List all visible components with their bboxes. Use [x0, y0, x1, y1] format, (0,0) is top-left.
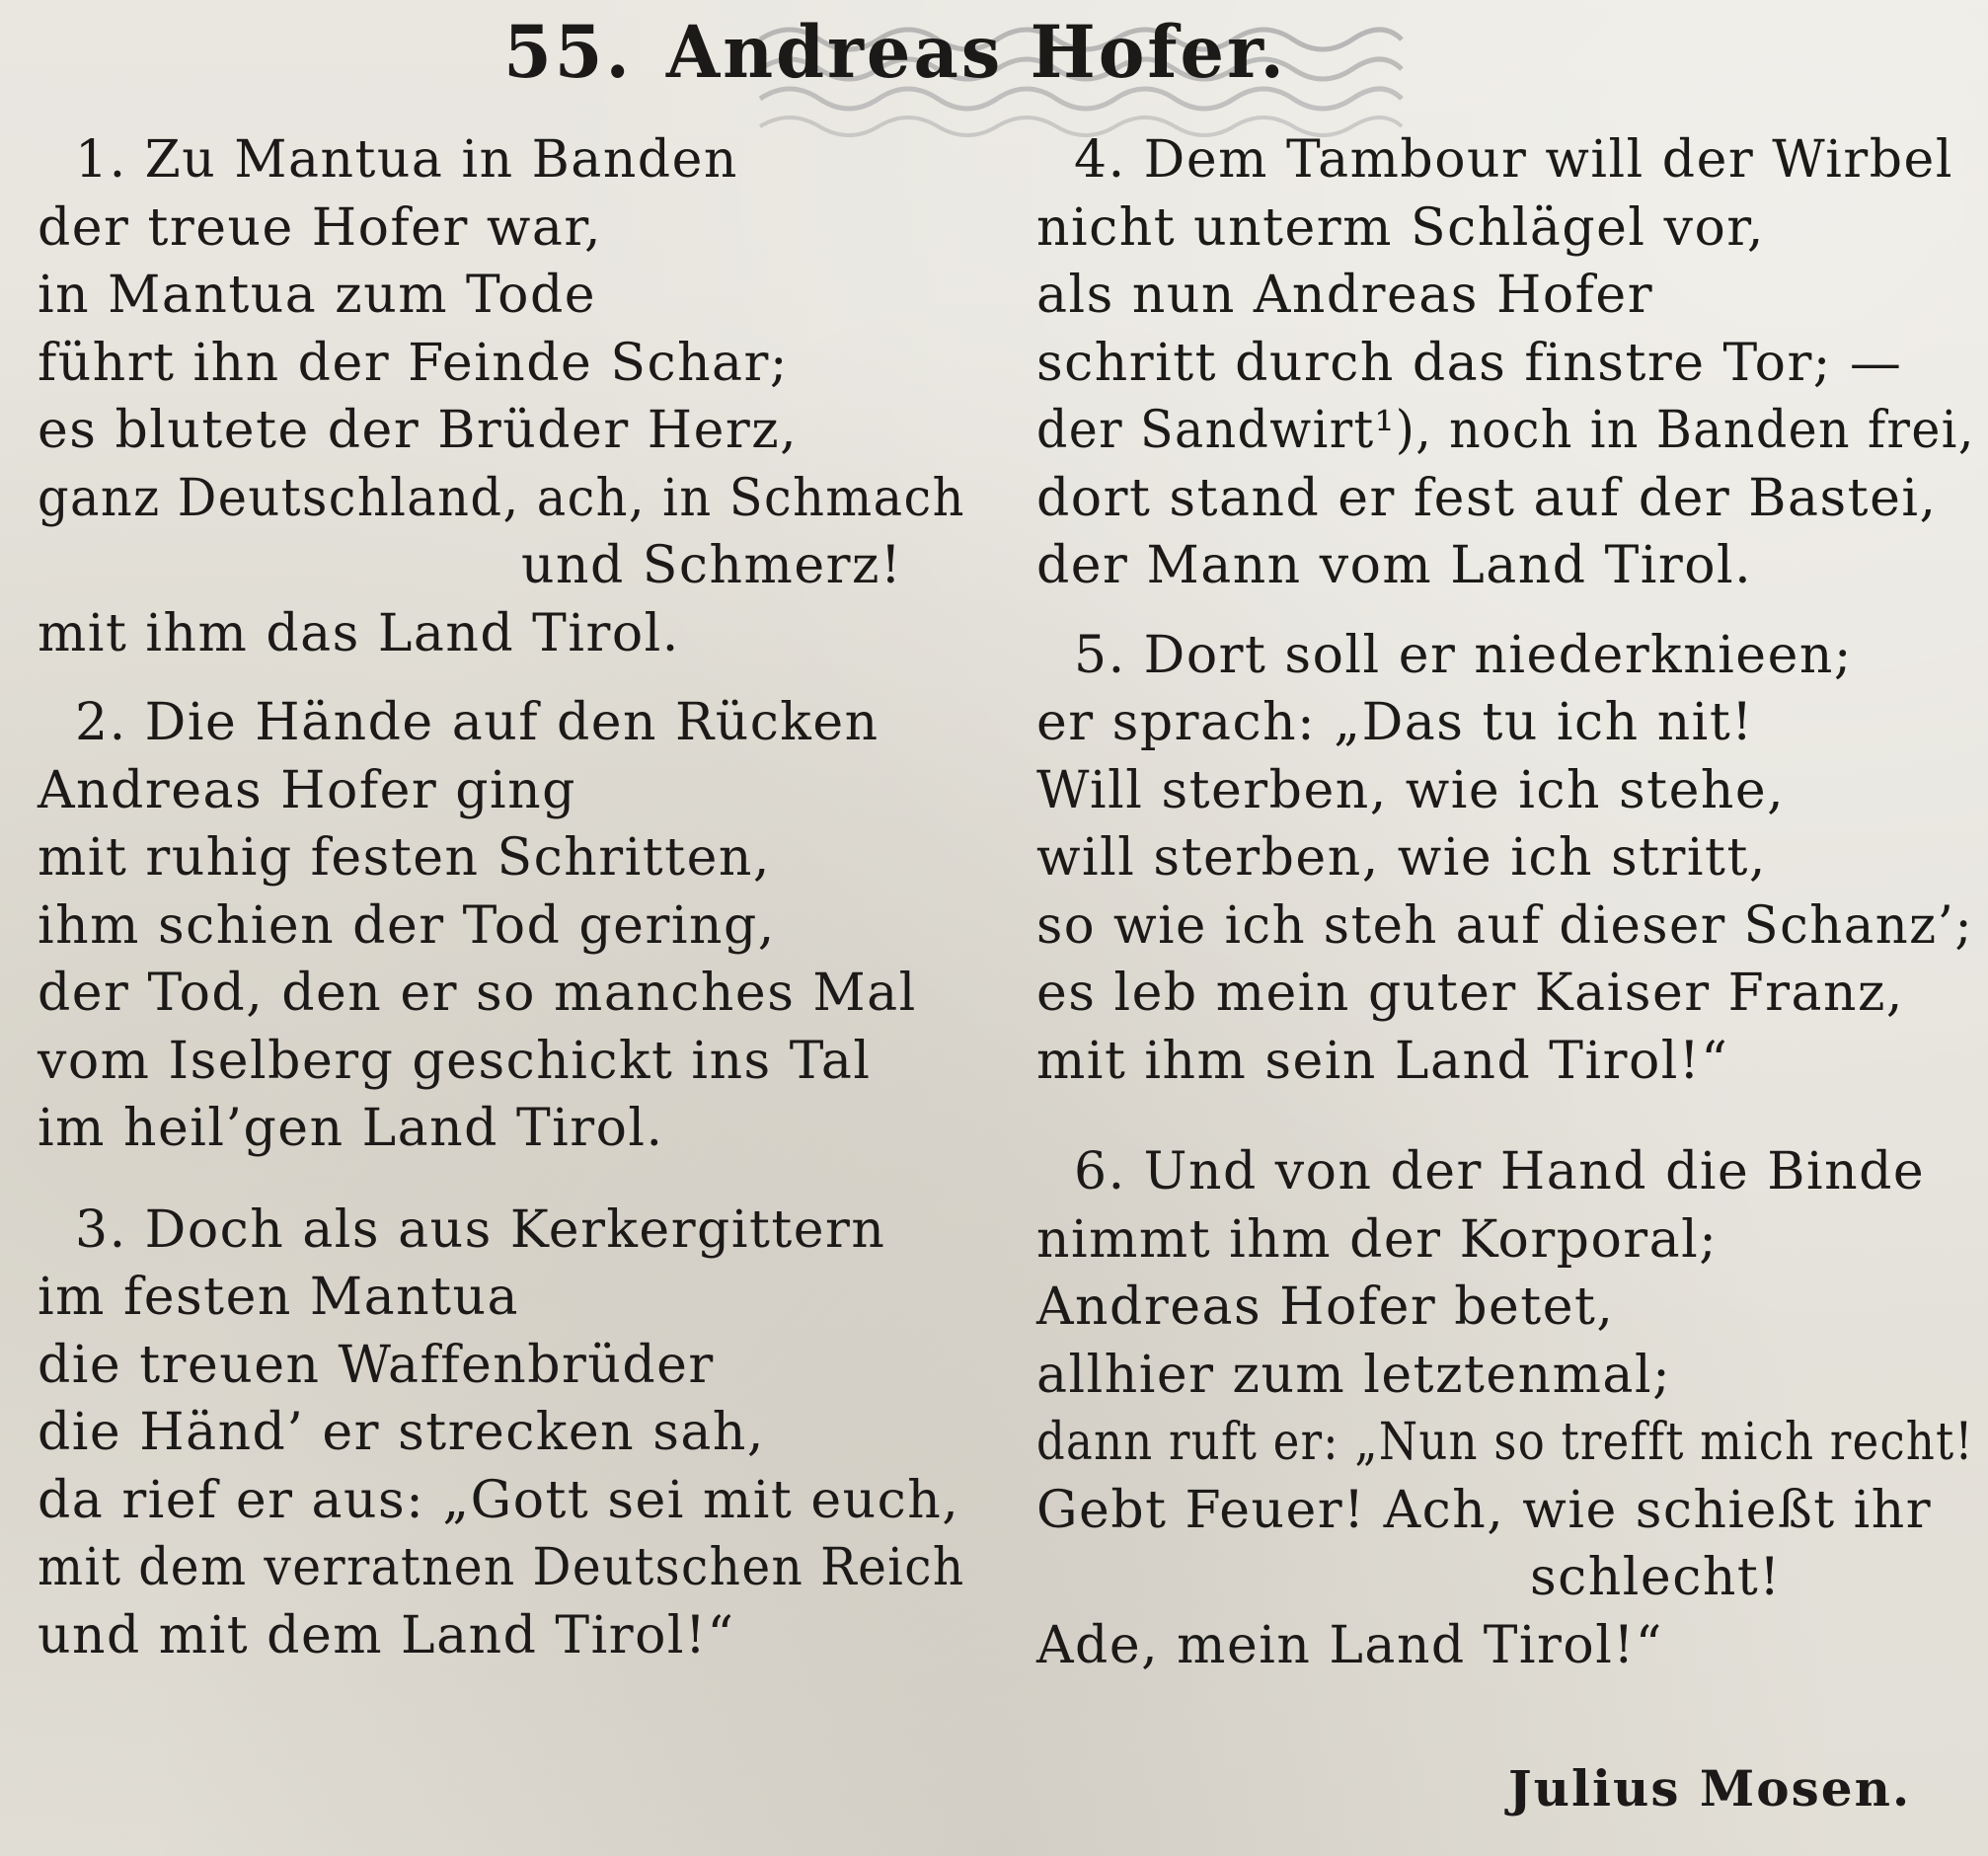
author-name: Julius Mosen. — [1508, 1759, 1912, 1817]
poem-name: Andreas Hofer. — [665, 8, 1287, 96]
verse-line: mit dem verratnen Deutschen Reich — [38, 1538, 965, 1597]
verse-line: die Händ’ er strecken sah, — [38, 1403, 765, 1462]
poem-number: 55. — [503, 8, 633, 96]
left-column — [38, 126, 965, 1669]
stanza-5 — [1036, 622, 1974, 1096]
verse-line-continuation: und Schmerz! — [521, 536, 903, 595]
verse-line: dort stand er fest auf der Bastei, — [1036, 468, 1938, 528]
poem-title — [0, 8, 1988, 97]
verse-line: 6. Und von der Hand die Binde — [1074, 1142, 1926, 1201]
verse-line: mit ihm sein Land Tirol!“ — [1036, 1031, 1729, 1091]
verse-line: er sprach: „Das tu ich nit! — [1036, 693, 1754, 752]
stanza-1 — [38, 126, 965, 667]
verse-line: der Mann vom Land Tirol. — [1036, 536, 1753, 595]
verse-line: die treuen Waffenbrüder — [38, 1335, 715, 1395]
verse-line: im heil’gen Land Tirol. — [38, 1099, 664, 1158]
verse-line: ihm schien der Tod gering, — [38, 895, 776, 956]
verse-line: und mit dem Land Tirol!“ — [38, 1605, 735, 1665]
verse-line: nimmt ihm der Korporal; — [1036, 1209, 1719, 1270]
verse-line: ganz Deutschland, ach, in Schmach — [38, 468, 965, 528]
verse-line: Andreas Hofer ging — [38, 760, 576, 820]
verse-line: nicht unterm Schlägel vor, — [1036, 197, 1765, 258]
verse-line: schritt durch das finstre Tor; — — [1036, 333, 1903, 393]
verse-line: allhier zum letztenmal; — [1036, 1345, 1672, 1405]
verse-line: mit ihm das Land Tirol. — [38, 603, 680, 663]
verse-line: 1. Zu Mantua in Banden — [75, 130, 738, 190]
stanza-2 — [38, 689, 965, 1163]
verse-line: der Sandwirt¹), noch in Banden frei, — [1036, 401, 1975, 460]
verse-line: es leb mein guter Kaiser Franz, — [1036, 964, 1904, 1023]
right-column — [1036, 126, 1974, 1679]
poem-title-text — [503, 6, 1287, 100]
verse-line: als nun Andreas Hofer — [1036, 266, 1654, 325]
stanza-6 — [1036, 1138, 1974, 1679]
verse-line: 5. Dort soll er niederknieen; — [1074, 625, 1853, 685]
verse-line: da rief er aus: „Gott sei mit euch, — [38, 1470, 960, 1530]
verse-line: in Mantua zum Tode — [38, 266, 597, 325]
verse-line: Gebt Feuer! Ach, wie schießt ihr — [1036, 1480, 1933, 1540]
verse-line: es blutete der Brüder Herz, — [38, 401, 799, 460]
verse-line: so wie ich steh auf dieser Schanz’; — [1036, 895, 1974, 956]
verse-line: Will sterben, wie ich stehe, — [1036, 760, 1786, 820]
verse-line-continuation: schlecht! — [1530, 1548, 1782, 1607]
verse-line: Ade, mein Land Tirol!“ — [1036, 1615, 1663, 1675]
verse-line: 2. Die Hände auf den Rücken — [75, 693, 879, 752]
stanza-4 — [1036, 126, 1974, 600]
verse-line: im festen Mantua — [38, 1268, 519, 1327]
verse-line: 4. Dem Tambour will der Wirbel — [1074, 130, 1953, 190]
verse-line: führt ihn der Feinde Schar; — [38, 333, 789, 393]
stanza-3 — [38, 1197, 965, 1670]
verse-line: mit ruhig festen Schritten, — [38, 828, 771, 888]
verse-line: der treue Hofer war, — [38, 197, 603, 258]
verse-line: vom Iselberg geschickt ins Tal — [38, 1031, 872, 1091]
verse-line: Andreas Hofer betet, — [1036, 1277, 1615, 1337]
verse-line: dann ruft er: „Nun so trefft mich recht! — [1036, 1413, 1974, 1472]
verse-line: will sterben, wie ich stritt, — [1036, 828, 1767, 888]
verse-line: 3. Doch als aus Kerkergittern — [75, 1199, 886, 1260]
verse-line: der Tod, den er so manches Mal — [38, 964, 917, 1023]
